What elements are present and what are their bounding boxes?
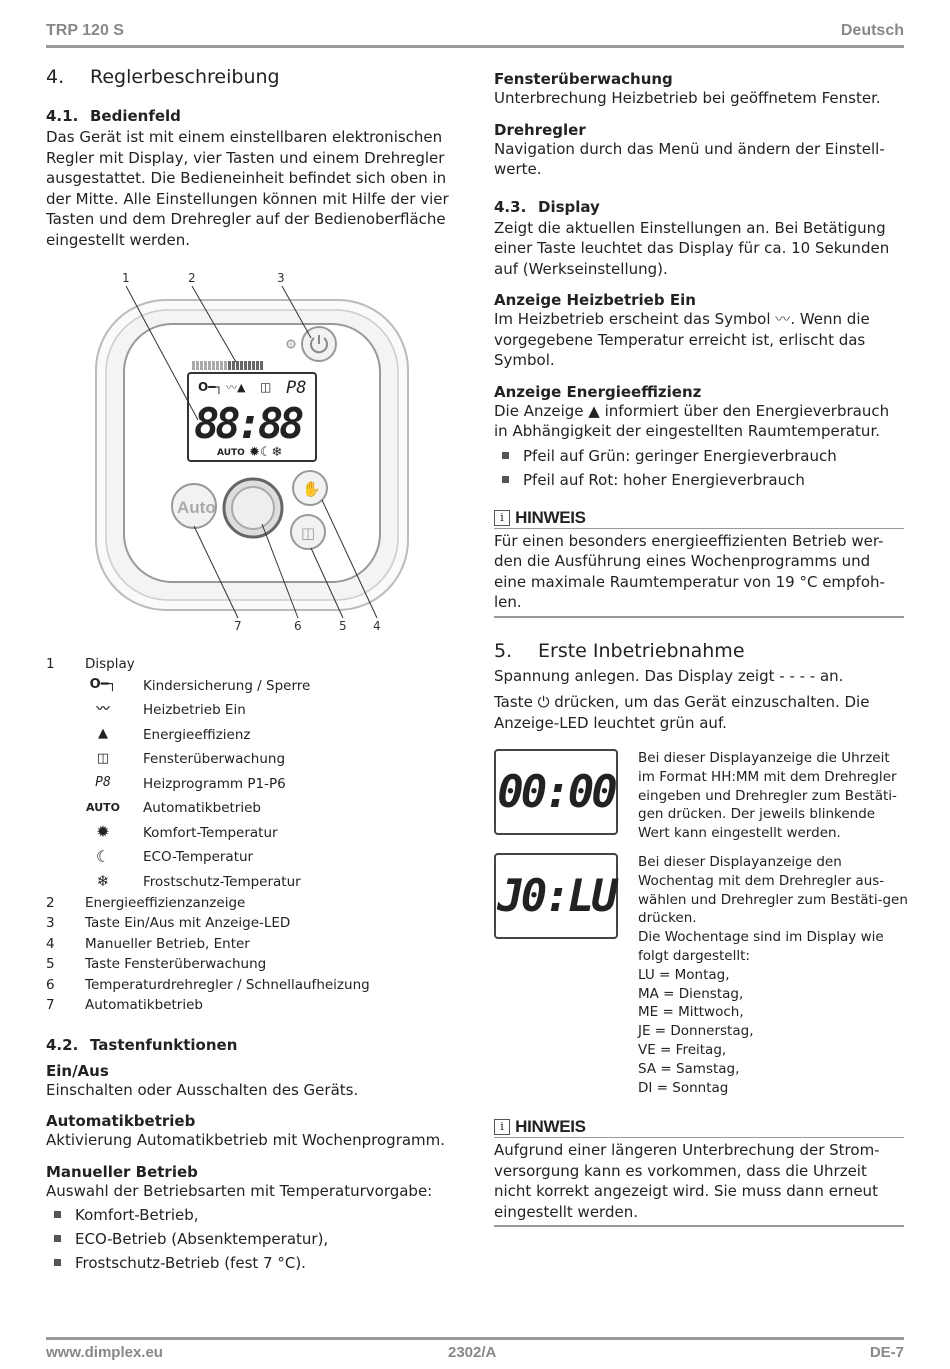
- lcd-time-row: [494, 749, 904, 853]
- day-item: DI = Sonntag: [638, 1079, 729, 1096]
- hand-icon: ✋: [302, 480, 321, 498]
- day-item: JE = Donnerstag,: [638, 1023, 754, 1040]
- header-model: TRP 120 S: [46, 22, 124, 39]
- header-language: Deutsch: [840, 22, 904, 39]
- note-body: Aufgrund einer längeren Unterbrechung der Strom-versorgung kann es vorkommen, dass die Uhrzeit nicht korrekt angezeigt wird. Sie muss dann erneut eingestellt werden.: [494, 1138, 904, 1227]
- lcd-time-text: Bei dieser Displayanzeige die Uhrzeit im Format HH:MM mit dem Drehregler eingeben und Drehregler zum Bestäti-gen drücken. Der jeweils blinkende Wert kann eingestellt werden.: [638, 750, 897, 842]
- list-item: Komfort-Betrieb,: [46, 1203, 458, 1227]
- left-column: [46, 66, 458, 1275]
- section-4-heading: 4. Reglerbeschreibung: [46, 66, 280, 88]
- callout-7: 7: [234, 619, 242, 633]
- lcd-day-row: [494, 853, 908, 1115]
- lcd-day-text: Bei dieser Displayanzeige den Wochentag mit dem Drehregler aus-wählen und Drehregler zum Bestäti-gen drücken. Die Wochentage sind im Display wie folgt dargestellt: LU = Montag, MA = Dienstag, ME = Mittwoch, JE = Donnerstag, VE = Freitag, SA = Samstag, DI = Sonntag: [638, 854, 908, 1096]
- header-rule: [46, 45, 904, 48]
- callout-6: 6: [294, 619, 302, 633]
- manual-mode-list: [46, 1203, 458, 1275]
- info-icon: i: [494, 1119, 510, 1135]
- legend-item: 6 Temperaturdrehregler / Schnellaufheizung: [46, 976, 370, 993]
- day-item: ME = Mittwoch,: [638, 1004, 744, 1021]
- list-item: Frostschutz-Betrieb (fest 7 °C).: [46, 1251, 458, 1275]
- heating-wave-icon: 〰: [96, 701, 110, 717]
- lcd-heat-icon: 〰▲: [226, 381, 246, 394]
- triangle-icon: ▲: [588, 401, 600, 420]
- page-footer: [46, 1344, 904, 1364]
- callout-3: 3: [277, 271, 285, 285]
- key-icon: O━┐: [89, 677, 117, 693]
- section-4-1-text: Das Gerät ist mit einem einstellbaren elektronischen Regler mit Display, vier Tasten und einem Drehregler ausgestattet. Die Bedieneinheit befindet sich oben in der Mitte. Alle Einstellungen können mit Hilfe der vier Tasten und dem Drehregler auf der Bedienoberfläche eingestellt werden.: [46, 128, 449, 249]
- moon-icon: ☾: [95, 846, 111, 866]
- legend-item: 5 Taste Fensterüberwachung: [46, 956, 267, 972]
- program-icon: P8: [95, 775, 111, 791]
- legend-item: 2 Energieeffizienzanzeige: [46, 894, 246, 911]
- note-header: i HINWEIS: [494, 508, 904, 529]
- note-header: i HINWEIS: [494, 1117, 904, 1138]
- section-4-3-text: Zeigt die aktuellen Einstellungen an. Bei Betätigung einer Taste leuchtet das Display für ca. 10 Sekunden auf (Werkseinstellung).: [494, 218, 890, 278]
- auto-button-label: Auto: [177, 498, 216, 517]
- day-item: LU = Montag,: [638, 966, 730, 983]
- legend-item: 3 Taste Ein/Aus mit Anzeige-LED: [46, 915, 291, 931]
- section-4-3-heading: 4.3. Display: [494, 197, 600, 216]
- section-5-p1: Spannung anlegen. Das Display zeigt - - - - an.: [494, 666, 844, 685]
- legend-symbol: 〰 Heizbetrieb Ein: [46, 699, 458, 724]
- legend-symbol: O━┐ Kindersicherung / Sperre: [46, 675, 458, 700]
- lcd-time: 00:00: [494, 749, 618, 835]
- legend-symbol: ❄ Frostschutz-Temperatur: [46, 871, 458, 893]
- footer-website: www.dimplex.eu: [46, 1344, 163, 1361]
- legend-symbol: ✹ Komfort-Temperatur: [46, 822, 458, 847]
- led-indicator: [287, 340, 295, 348]
- efficiency-list: [494, 444, 904, 492]
- note-body: Für einen besonders energieeffizienten Betrieb wer-den die Ausführung eines Wochenprogramms und eine maximale Raumtemperatur von 19 °C empfoh-len.: [494, 529, 904, 618]
- auto-icon: AUTO: [86, 800, 120, 814]
- callout-4: 4: [373, 619, 381, 633]
- legend-symbol: P8 Heizprogramm P1-P6: [46, 773, 458, 798]
- page-header: [46, 22, 904, 42]
- sun-icon: ✹: [96, 822, 110, 842]
- list-item: Pfeil auf Grün: geringer Energieverbrauch: [494, 444, 904, 468]
- func-fenster: Fensterüberwachung Unterbrechung Heizbetrieb bei geöffnetem Fenster.: [494, 70, 881, 107]
- control-panel-figure: [46, 260, 458, 640]
- func-manuell: Manueller Betrieb Auswahl der Betriebsarten mit Temperaturvorgabe: Komfort-Betrieb, ECO-Betrieb (Absenktemperatur), Frostschutz-Betrieb (fest 7 °C).: [46, 1163, 458, 1276]
- lcd-prog: P8: [286, 378, 307, 398]
- legend-item: 7 Automatikbetrieb: [46, 997, 203, 1013]
- window-button-icon: ◫: [301, 524, 316, 542]
- func-automatik: Automatikbetrieb Aktivierung Automatikbetrieb mit Wochenprogramm.: [46, 1112, 446, 1149]
- day-item: VE = Freitag,: [638, 1041, 727, 1058]
- func-einaus: Ein/Aus Einschalten oder Ausschalten des Geräts.: [46, 1061, 359, 1099]
- func-drehregler: Drehregler Navigation durch das Menü und ändern der Einstell-werte.: [494, 120, 885, 178]
- legend-item: 4 Manueller Betrieb, Enter: [46, 935, 250, 952]
- lcd-auto: AUTO: [217, 448, 245, 458]
- snowflake-icon: ❄: [96, 872, 110, 891]
- list-item: ECO-Betrieb (Absenktemperatur),: [46, 1227, 458, 1251]
- section-5-p2: Taste ⏻ drücken, um das Gerät einzuschalten. Die Anzeige-LED leuchtet grün auf.: [494, 693, 870, 732]
- display-heizbetrieb: Anzeige Heizbetrieb Ein Im Heizbetrieb erscheint das Symbol 〰. Wenn die vorgegebene Temperatur erreicht ist, erlischt das Symbol.: [494, 291, 870, 369]
- section-4-2-heading: 4.2. Tastenfunktionen: [46, 1035, 238, 1054]
- lcd-main-digits: 88:88: [194, 399, 301, 448]
- callout-5: 5: [339, 619, 347, 633]
- section-4-1-heading: 4.1. Bedienfeld: [46, 107, 181, 125]
- footer-page: DE-7: [869, 1344, 904, 1361]
- lcd-day: J0:LU: [494, 853, 618, 939]
- legend-symbol: AUTO Automatikbetrieb: [86, 800, 261, 816]
- lcd-key-icon: O━┐: [198, 380, 223, 394]
- heating-wave-icon: 〰: [775, 310, 791, 328]
- day-item: MA = Dienstag,: [638, 985, 744, 1002]
- footer-doc-code: 2302/A: [448, 1344, 497, 1361]
- callout-1: 1: [122, 271, 130, 285]
- legend-symbol: ☾ ECO-Temperatur: [46, 846, 458, 871]
- legend: [46, 654, 458, 1016]
- callout-2: 2: [188, 271, 196, 285]
- list-item: Pfeil auf Rot: hoher Energieverbrauch: [494, 468, 904, 492]
- info-icon: i: [494, 510, 510, 526]
- window-icon: ◫: [96, 750, 110, 766]
- right-column: [494, 70, 908, 1227]
- display-energieeffizienz: Anzeige Energieeffizienz Die Anzeige ▲ informiert über den Energieverbrauch in Abhängigkeit der eingestellten Raumtemperatur. Pfeil auf Grün: geringer Energieverbrauch Pfeil auf Rot: hoher Energieverbrauch: [494, 383, 904, 492]
- power-icon: ⏻: [537, 693, 550, 711]
- lcd-window-icon: ◫: [260, 380, 272, 394]
- day-item: SA = Samstag,: [638, 1060, 740, 1077]
- lcd-mode-icons: ✹☾❄: [249, 445, 283, 460]
- legend-symbol: ▲ Energieeffizienz: [46, 724, 458, 749]
- footer-rule: [46, 1337, 904, 1340]
- triangle-icon: ▲: [98, 726, 108, 742]
- legend-symbol: ◫ Fensterüberwachung: [46, 748, 458, 773]
- section-5-heading: 5. Erste Inbetriebnahme: [494, 639, 745, 662]
- legend-item-1: 1 Display: [46, 656, 135, 672]
